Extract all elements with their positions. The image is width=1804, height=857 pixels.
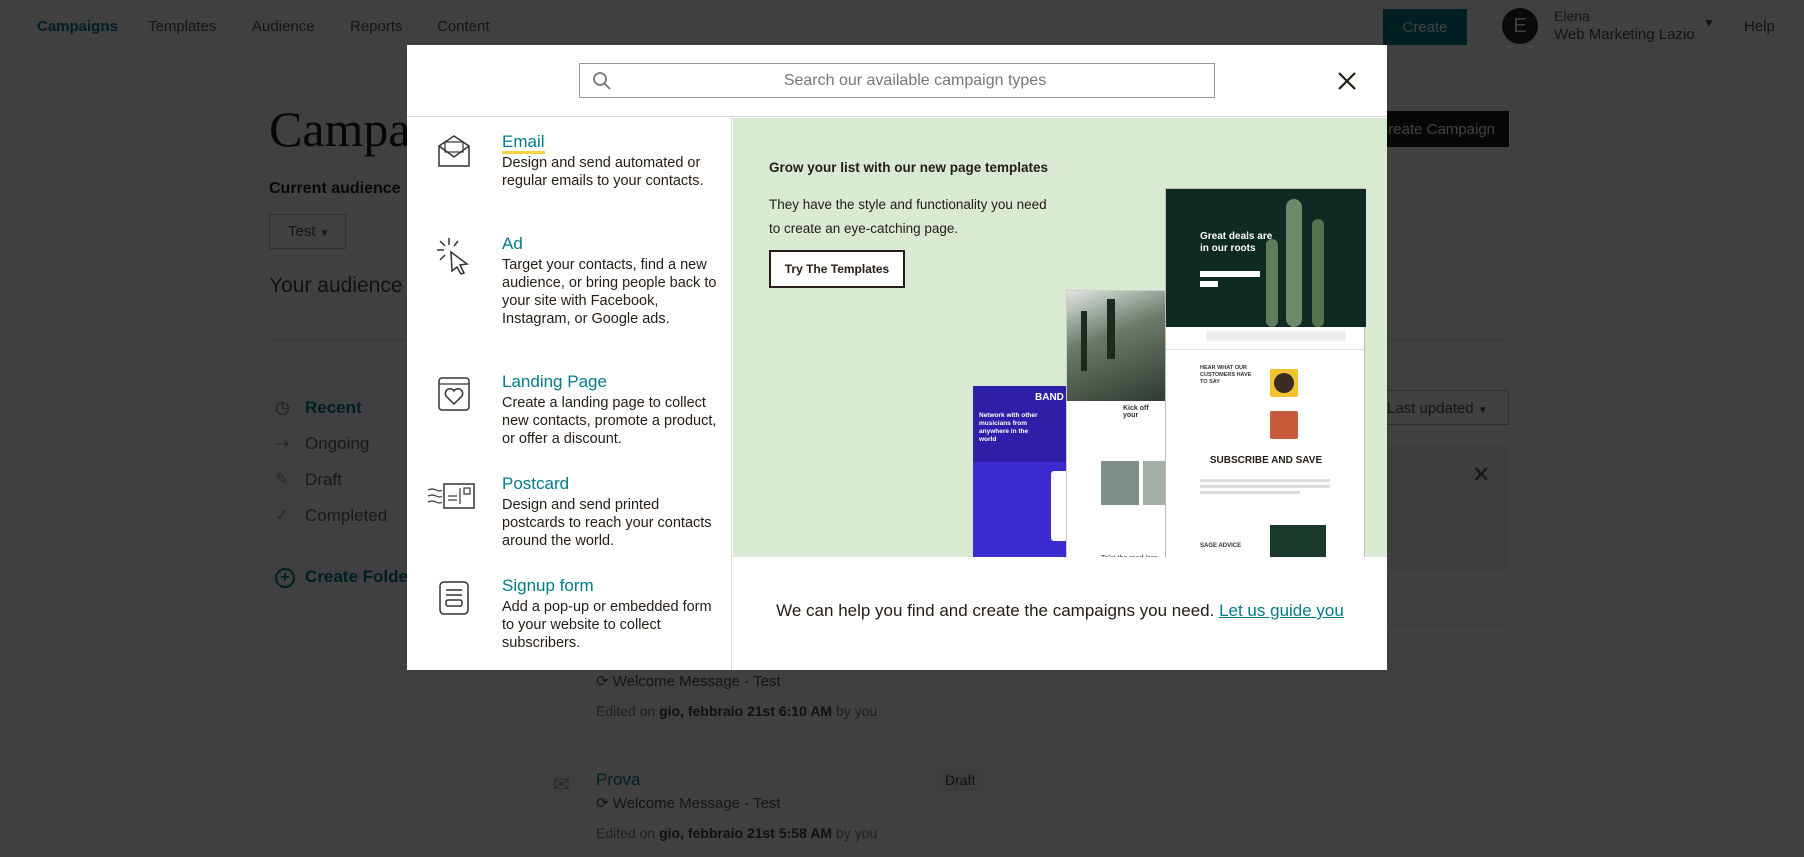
try-templates-button[interactable]: Try The Templates [769,250,905,288]
envelope-icon [431,132,477,178]
guide-panel [733,557,1387,670]
type-title[interactable]: Ad [502,234,523,253]
guide-message: We can help you find and create the campaigns you need. [776,601,1215,620]
template-text: SUBSCRIBE AND SAVE [1209,455,1323,466]
template-text: Great deals are in our roots [1200,231,1273,254]
type-description: Create a landing page to collect new contacts, promote a product, or offer a discount. [502,395,717,447]
template-preview-hiking [1066,290,1166,570]
modal-header [407,45,1387,117]
type-title[interactable]: Email [502,132,545,154]
form-icon [431,576,477,622]
campaign-type-list [407,118,732,670]
promo-text: They have the style and functionality you need to create an eye-catching page. [769,197,1047,236]
promo-panel [733,118,1387,557]
type-description: Design and send automated or regular emails to your contacts. [502,155,704,189]
campaign-type-modal [407,45,1387,670]
type-title[interactable]: Postcard [502,474,570,493]
template-preview-cactus [1165,188,1365,568]
cursor-click-icon [431,234,477,280]
close-icon[interactable] [1333,67,1361,95]
template-text: SAGE ADVICE [1200,543,1242,549]
search-input[interactable] [620,64,1210,97]
template-text: BAND [1035,392,1064,403]
template-text: Network with other musicians from anywhere in the world [979,412,1038,443]
promo-title: Grow your list with our new page templates [769,160,1049,175]
template-preview-band [973,386,1073,576]
postcard-icon [421,474,477,520]
type-title[interactable]: Signup form [502,576,594,595]
template-text: HEAR WHAT OUR CUSTOMERS HAVE TO SAY [1200,365,1252,385]
type-description: Design and send printed postcards to reach your contacts around the world. [502,497,712,549]
guide-text [733,601,1387,621]
type-description: Target your contacts, find a new audience, or bring people back to your site with Facebook, Instagram, or Google ads. [502,257,717,327]
type-title[interactable]: Landing Page [502,372,607,391]
type-description: Add a pop-up or embedded form to your website to collect subscribers. [502,599,712,651]
template-text: Kick off your [1123,405,1149,419]
heart-page-icon [431,372,477,418]
search-icon [592,71,612,91]
guide-link[interactable]: Let us guide you [1219,601,1344,620]
search-box[interactable] [579,63,1215,98]
